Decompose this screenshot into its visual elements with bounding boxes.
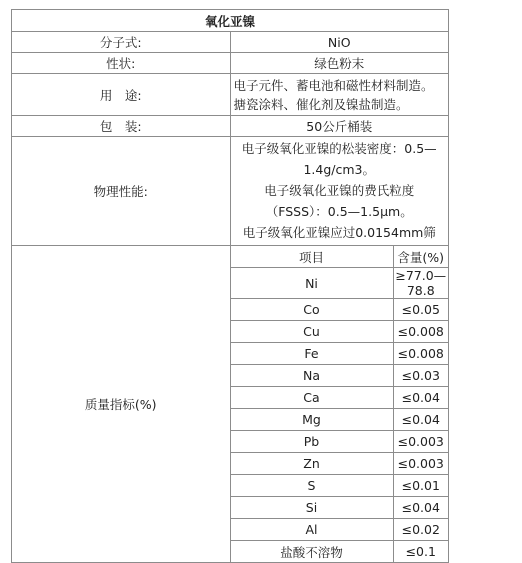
quality-table-row bbox=[231, 453, 449, 475]
item-content: ≤0.003 bbox=[393, 431, 448, 453]
item-name: Al bbox=[231, 519, 394, 541]
item-content: ≤0.008 bbox=[393, 343, 448, 365]
quality-cell bbox=[230, 246, 449, 563]
item-name: Zn bbox=[231, 453, 394, 475]
item-name: Fe bbox=[231, 343, 394, 365]
formula-value: NiO bbox=[230, 32, 449, 53]
title-row bbox=[12, 10, 449, 32]
item-content: ≤0.1 bbox=[393, 541, 448, 563]
item-content: ≤0.008 bbox=[393, 321, 448, 343]
item-name: Pb bbox=[231, 431, 394, 453]
quality-table-row bbox=[231, 365, 449, 387]
quality-table-row bbox=[231, 387, 449, 409]
quality-label: 质量指标(%) bbox=[12, 246, 231, 563]
item-content: ≤0.05 bbox=[393, 299, 448, 321]
physical-label: 物理性能: bbox=[12, 137, 231, 246]
appearance-label: 性状: bbox=[12, 53, 231, 74]
item-name: Ca bbox=[231, 387, 394, 409]
item-content: ≤0.03 bbox=[393, 365, 448, 387]
quality-table-row bbox=[231, 409, 449, 431]
item-content: ≤0.04 bbox=[393, 409, 448, 431]
physical-value bbox=[230, 137, 449, 246]
item-content: ≤0.003 bbox=[393, 453, 448, 475]
physical-row bbox=[12, 137, 449, 246]
item-content: ≤0.02 bbox=[393, 519, 448, 541]
item-content: ≤0.01 bbox=[393, 475, 448, 497]
item-content: ≥77.0—78.8 bbox=[393, 268, 448, 299]
product-spec-table bbox=[11, 9, 449, 563]
usage-row bbox=[12, 74, 449, 116]
physical-line: 电子级氧化亚镍的费氏粒度（FSSS）：0.5—1.5μm。 bbox=[264, 183, 415, 219]
item-header: 项目 bbox=[231, 246, 394, 268]
item-name: Cu bbox=[231, 321, 394, 343]
packing-label: 包 装: bbox=[12, 116, 231, 137]
product-title: 氧化亚镍 bbox=[12, 10, 449, 32]
packing-value: 50公斤桶装 bbox=[230, 116, 449, 137]
appearance-row bbox=[12, 53, 449, 74]
quality-table-row bbox=[231, 541, 449, 563]
usage-label: 用 途: bbox=[12, 74, 231, 116]
usage-value: 电子元件、蓄电池和磁性材料制造。搪瓷涂料、催化剂及镍盐制造。 bbox=[230, 74, 449, 116]
item-content: ≤0.04 bbox=[393, 497, 448, 519]
item-name: Si bbox=[231, 497, 394, 519]
formula-label: 分子式: bbox=[12, 32, 231, 53]
item-name: Na bbox=[231, 365, 394, 387]
formula-row bbox=[12, 32, 449, 53]
item-name: Ni bbox=[231, 268, 394, 299]
quality-table-row bbox=[231, 268, 449, 299]
physical-line: 电子级氧化亚镍应过0.0154mm筛 bbox=[242, 225, 436, 240]
quality-table-row bbox=[231, 475, 449, 497]
item-name: Mg bbox=[231, 409, 394, 431]
packing-row bbox=[12, 116, 449, 137]
content-header: 含量(%) bbox=[393, 246, 448, 268]
item-name: S bbox=[231, 475, 394, 497]
quality-table-row bbox=[231, 299, 449, 321]
appearance-value: 绿色粉末 bbox=[230, 53, 449, 74]
quality-table-row bbox=[231, 343, 449, 365]
quality-table-row bbox=[231, 519, 449, 541]
quality-header-row bbox=[231, 246, 449, 268]
item-name: 盐酸不溶物 bbox=[231, 541, 394, 563]
physical-line: 电子级氧化亚镍的松装密度：0.5—1.4g/cm3。 bbox=[241, 141, 437, 177]
quality-table-row bbox=[231, 431, 449, 453]
quality-table bbox=[231, 246, 449, 562]
quality-row bbox=[12, 246, 449, 563]
quality-table-row bbox=[231, 497, 449, 519]
quality-table-row bbox=[231, 321, 449, 343]
item-name: Co bbox=[231, 299, 394, 321]
item-content: ≤0.04 bbox=[393, 387, 448, 409]
